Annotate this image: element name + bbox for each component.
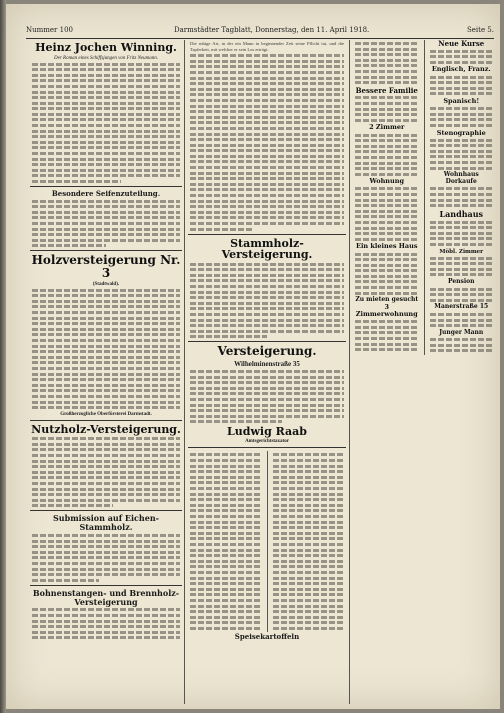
- auction-6-title: Ludwig Raab: [227, 424, 307, 438]
- ad-spanisch: Spanisch!: [443, 96, 480, 105]
- auction-1-title: Holzversteigerung Nr. 3: [31, 253, 181, 281]
- ad-zu-mieten-gesucht: Zu mieten gesucht: [355, 296, 419, 304]
- submission-text: [32, 534, 180, 582]
- column-1: [30, 40, 182, 704]
- auction-2-title: Nutzholz-Versteigerung.: [31, 422, 181, 436]
- ad-2-zimmer: 2 Zimmer: [369, 123, 405, 132]
- ad-wohnhaus: Wohnhaus: [443, 171, 479, 179]
- auction-5-address: Wilhelminenstraße 35: [234, 360, 300, 368]
- story-continuation: Die ruhige Art, in der ein Mann in beginnender Zeit seine Pflicht tut, und die Tapferkeit, mit welcher er sein Los erträgt.: [190, 41, 344, 52]
- auction-3-title: Bohnenstangen- und Brennholz-Versteigerung: [32, 587, 180, 607]
- column-3: [353, 40, 495, 704]
- story-text: [32, 63, 180, 183]
- auction-6-subtitle: Amtsgerichtstaxator: [245, 439, 289, 445]
- notice-title: Besondere Seifenzuteilung.: [51, 189, 161, 199]
- ad-junger-mann: Junger Mann: [439, 328, 484, 336]
- ad-3-zimmerwohnung: 3 Zimmerwohnung: [355, 302, 418, 318]
- auction-3-text: [32, 608, 180, 639]
- auction-4-title: Stammholz-Versteigerung.: [221, 236, 313, 262]
- auction-5-title: Versteigerung.: [217, 344, 317, 359]
- page-number: Seite 5.: [466, 26, 494, 34]
- ad-neue-kurse: Neue Kurse: [438, 40, 485, 48]
- ad-manerstrasse: Manerstraße 15: [434, 303, 489, 311]
- newspaper-page: [6, 4, 500, 709]
- column-2: [188, 40, 346, 704]
- small-ads-left: [190, 453, 262, 629]
- auction-5-text: [190, 370, 344, 423]
- auction-1-text: [32, 289, 180, 409]
- ad-ein-kleines-haus: Ein kleines Haus: [355, 242, 418, 251]
- ad-bessere-familie: Bessere Familie: [355, 85, 418, 95]
- ad-dorkaufe: Dorkaufe: [445, 177, 477, 185]
- potato-ad-title: Speisekartoffeln: [234, 632, 300, 642]
- ad-landhaus: Landhaus: [439, 208, 484, 219]
- notice-text: [32, 200, 180, 248]
- page-header: [26, 26, 494, 39]
- story-title: Heinz Jochen Winning.: [35, 41, 177, 54]
- ad-pension: Pension: [447, 277, 475, 285]
- ad-wohnung: Wohnung: [369, 177, 405, 186]
- auction-2-text: [32, 437, 180, 507]
- ad-englisch-franz: Englisch, Franz.: [431, 65, 491, 74]
- submission-title: Submission auf Eichen-Stammholz.: [53, 513, 159, 533]
- ad-moebl-zimmer: Möbl. Zimmer: [439, 248, 484, 255]
- small-ads-right: [273, 453, 345, 629]
- auction-1-subtitle: (Stadtwald).: [92, 281, 120, 287]
- auction-1-footer: Großherzogliche Oberförsterei Darmstadt.: [60, 411, 152, 417]
- ad-stenographie: Stenographie: [436, 128, 486, 137]
- classifieds-text-a: [355, 42, 419, 84]
- masthead-date: Darmstädter Tagblatt, Donnerstag, den 11. April 1918.: [174, 26, 370, 34]
- auction-4-text: [190, 263, 344, 339]
- story-continuation-text: [190, 54, 344, 230]
- issue-number: Nummer 100: [26, 26, 73, 34]
- story-byline: Der Roman eines Schiffsjungen von Fritz Neumann.: [53, 55, 158, 61]
